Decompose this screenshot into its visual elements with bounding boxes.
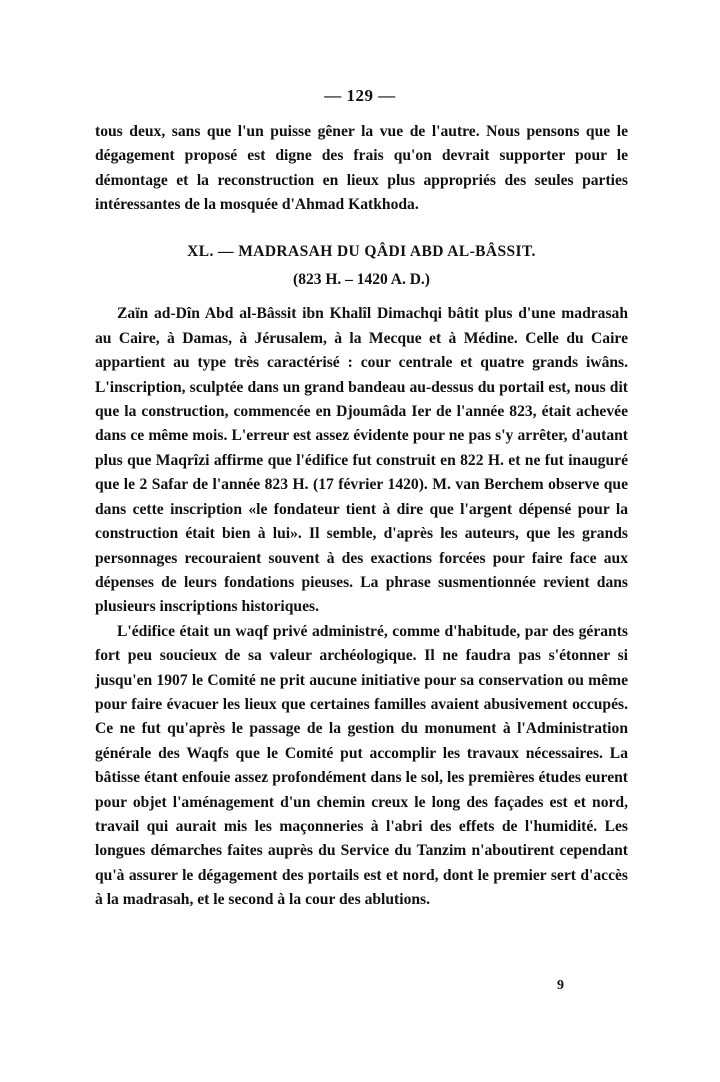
section-title: XL. — MADRASAH DU QÂDI ABD AL-BÂSSIT.	[187, 242, 536, 260]
page-number-header: — 129 —	[324, 86, 396, 105]
signature-mark: 9	[557, 978, 564, 993]
paragraph-2: L'édifice était un waqf privé administré, comme d'habitude, par des gérants fort peu soucieux de sa valeur archéologique. Il ne faudra pas s'étonner si jusqu'en 1907 le Comité ne prit aucune initiative pour sa conservation ou même pour faire évacuer les lieux que certaines familles avaient abusivement occupés. Ce ne fut qu'après le passage de la gestion du monument à l'Administration générale des Waqfs que le Comité put accomplir les travaux nécessaires. La bâtisse étant enfouie assez profondément dans le sol, les premières études eurent pour objet l'aménagement d'un chemin creux le long des façades est et nord, travail qui aurait mis les maçonneries à l'abri des effets de l'humidité. Les longues démarches faites auprès du Service du Tanzim n'aboutirent cependant qu'à assurer le dégagement des portails est et nord, dont le premier sert d'accès à la madrasah, et le second à la cour des ablutions.	[95, 622, 628, 909]
section-date: (823 H. – 1420 A. D.)	[293, 271, 430, 289]
intro-paragraph: tous deux, sans que l'un puisse gêner la vue de l'autre. Nous pensons que le dégagement proposé est digne des frais qu'on devrait supporter pour le démontage et la reconstruction en lieux plus appropriés des seules parties intéressantes de la mosquée d'Ahmad Katkhoda.	[95, 123, 628, 214]
body-text	[95, 120, 628, 913]
paragraph-1: Zaïn ad-Dîn Abd al-Bâssit ibn Khalîl Dimachqi bâtit plus d'une madrasah au Caire, à Damas, à Jérusalem, à la Mecque et à Médine. Celle du Caire appartient au type très caractérisé : cour centrale et quatre grands iwâns. L'inscription, sculptée dans un grand bandeau au-dessus du portail est, nous dit que la construction, commencée en Djoumâda Ier de l'année 823, était achevée dans ce même mois. L'erreur est assez évidente pour ne pas s'y arrêter, d'autant plus que Maqrîzi affirme que l'édifice fut construit en 822 H. et ne fut inauguré que le 2 Safar de l'année 823 H. (17 février 1420). M. van Berchem observe que dans cette inscription «le fondateur tient à dire que l'argent dépensé pour la construction était bien à lui». Il semble, d'après les auteurs, que les grands personnages recouraient souvent à des exactions forcées pour faire face aux dépenses de leurs fondations pieuses. La phrase susmentionnée revient dans plusieurs inscriptions historiques.	[95, 305, 628, 616]
